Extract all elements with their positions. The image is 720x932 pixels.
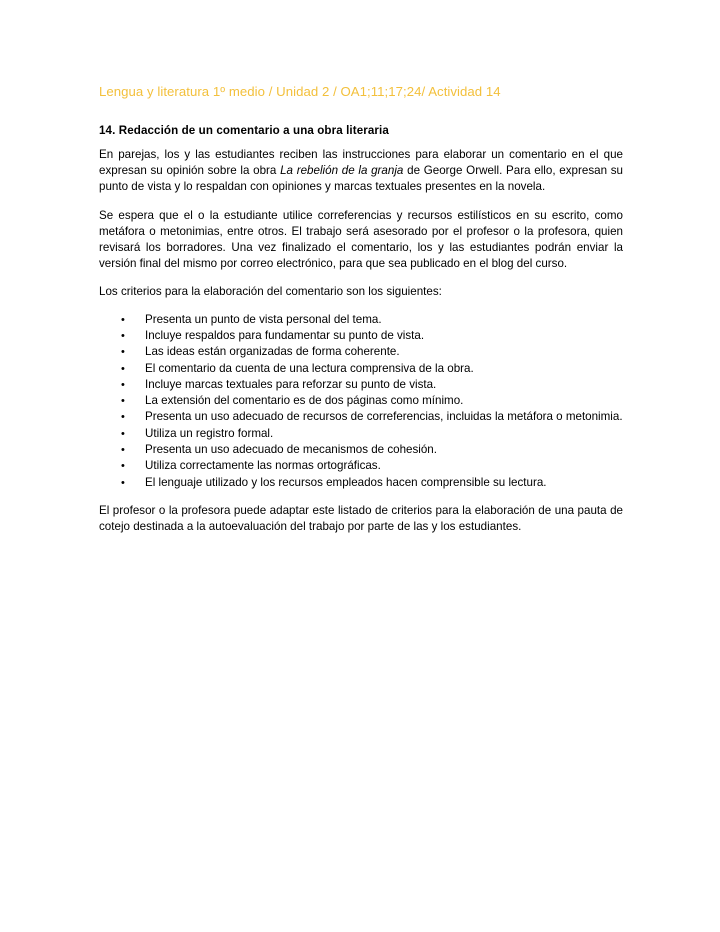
- list-item: [99, 442, 623, 458]
- literary-work-title: La rebelión de la granja: [280, 164, 404, 178]
- criteria-lead-paragraph: Los criterios para la elaboración del comentario son los siguientes:: [99, 285, 442, 299]
- bullet-icon: •: [121, 346, 125, 359]
- bullet-icon: •: [121, 476, 125, 489]
- bullet-icon: •: [121, 444, 125, 456]
- list-item: [99, 312, 623, 328]
- intro-text-before-title: En parejas, los y las estudiantes reciben las instrucciones para elaborar un comentario en el que expresan su opinión sobre la obra: [99, 148, 623, 178]
- bullet-icon: •: [121, 411, 125, 424]
- list-item-label: Utiliza correctamente las normas ortográficas.: [145, 459, 381, 473]
- bullet-icon: •: [121, 329, 125, 342]
- intro-text-after-title: de George Orwell. Para ello, expresan su punto de vista y lo respaldan con opiniones y marcas textuales presentes en la novela.: [99, 164, 624, 194]
- expectations-paragraph: Se espera que el o la estudiante utilice correferencias y recursos estilísticos en su escrito, como metáfora o metonimias, entre otros. El trabajo será asesorado por el profesor o la profesora, quien revisará los borradores. Una vez finalizado el comentario, los y las estudiantes podrán enviar la versión final del mismo por correo electrónico, para que sea publicado en el blog del curso.: [99, 208, 623, 271]
- document-content: [99, 83, 623, 535]
- list-item: [99, 393, 623, 409]
- list-item-label: El comentario da cuenta de una lectura comprensiva de la obra.: [145, 361, 474, 375]
- list-item: [99, 409, 623, 425]
- breadcrumb-header: Lengua y literatura 1º medio / Unidad 2 / OA1;11;17;24/ Actividad 14: [99, 84, 501, 99]
- bullet-icon: •: [121, 378, 125, 391]
- list-item-label: Incluye marcas textuales para reforzar su punto de vista.: [145, 377, 437, 391]
- list-item-label: Las ideas están organizadas de forma coherente.: [145, 345, 400, 359]
- intro-paragraph: [99, 147, 623, 196]
- list-item: [99, 344, 623, 360]
- bullet-icon: •: [121, 395, 125, 408]
- bullet-icon: •: [121, 313, 125, 326]
- list-item: [99, 377, 623, 393]
- criteria-list: [99, 312, 623, 491]
- bullet-icon: •: [121, 460, 125, 473]
- bullet-icon: •: [121, 362, 125, 375]
- list-item: [99, 426, 623, 442]
- bullet-icon: •: [121, 427, 125, 440]
- list-item-label: El lenguaje utilizado y los recursos empleados hacen comprensible su lectura.: [145, 475, 547, 489]
- list-item: [99, 475, 623, 491]
- list-item: [99, 458, 623, 474]
- list-item-label: Utiliza un registro formal.: [145, 426, 274, 440]
- list-item: [99, 361, 623, 377]
- list-item-label: La extensión del comentario es de dos páginas como mínimo.: [145, 394, 464, 408]
- list-item: [99, 328, 623, 344]
- list-item-label: Incluye respaldos para fundamentar su punto de vista.: [145, 328, 425, 342]
- list-item-label: Presenta un uso adecuado de mecanismos de cohesión.: [145, 443, 437, 456]
- list-item-label: Presenta un punto de vista personal del tema.: [145, 312, 382, 326]
- closing-paragraph: El profesor o la profesora puede adaptar este listado de criterios para la elaboración de una pauta de cotejo destinada a la autoevaluación del trabajo por parte de las y los estudiantes.: [99, 503, 623, 534]
- list-item-label: Presenta un uso adecuado de recursos de correferencias, incluidas la metáfora o metonimia.: [145, 410, 623, 424]
- page-title: 14. Redacción de un comentario a una obra literaria: [99, 124, 389, 137]
